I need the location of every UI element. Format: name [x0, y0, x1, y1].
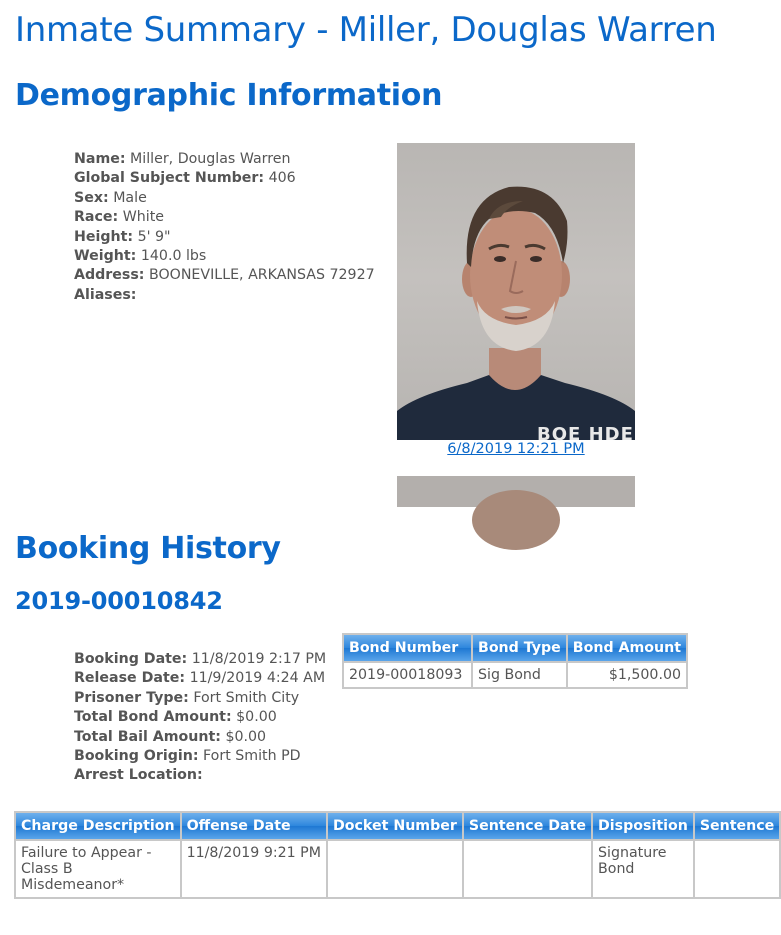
- charge-description-cell: Failure to Appear - Class B Misdemeanor*: [16, 841, 180, 897]
- booking-fields: [74, 650, 326, 786]
- demographic-fields: [74, 150, 375, 305]
- total-bail-label: Total Bail Amount:: [74, 728, 221, 745]
- booking-date-label: Booking Date:: [74, 651, 188, 667]
- mugshot-illustration: [397, 143, 635, 445]
- photo-date-link[interactable]: 6/8/2019 12:21 PM: [447, 441, 585, 457]
- booking-origin-label: Booking Origin:: [74, 748, 199, 765]
- total-bond-value: $0.00: [236, 709, 277, 726]
- aliases-label: Aliases:: [74, 286, 137, 303]
- booking-origin-value: Fort Smith PD: [203, 748, 301, 765]
- weight-value: 140.0 lbs: [140, 248, 207, 265]
- sentence-date-cell: [464, 841, 591, 897]
- sentence-date-header[interactable]: Sentence Date: [464, 813, 591, 839]
- charges-table-header-row: [16, 813, 779, 839]
- height-label: Height:: [74, 228, 134, 245]
- charge-description-header[interactable]: Charge Description: [16, 813, 180, 839]
- arrest-location-label: Arrest Location:: [74, 767, 203, 784]
- disposition-cell: Signature Bond: [593, 841, 693, 897]
- page-title: Inmate Summary - Miller, Douglas Warren: [15, 10, 717, 50]
- demographics-heading: Demographic Information: [15, 78, 443, 113]
- gsn-value: 406: [268, 170, 296, 187]
- weight-label: Weight:: [74, 248, 137, 265]
- sentence-header[interactable]: Sentence: [695, 813, 779, 839]
- bond-amount-header[interactable]: Bond Amount: [568, 635, 686, 661]
- height-row: [74, 228, 375, 247]
- bond-type-header[interactable]: Bond Type: [473, 635, 566, 661]
- total-bail-value: $0.00: [225, 728, 267, 745]
- second-photo-thumbnail[interactable]: [397, 476, 635, 507]
- address-value: BOONEVILLE, ARKANSAS 72927: [149, 267, 375, 284]
- total-bond-label: Total Bond Amount:: [74, 709, 232, 726]
- gsn-label: Global Subject Number:: [74, 170, 265, 187]
- bond-number-header[interactable]: Bond Number: [344, 635, 471, 661]
- aliases-row: [74, 286, 375, 305]
- booking-history-heading: Booking History: [15, 531, 281, 566]
- arrest-location-row: [74, 766, 326, 785]
- booking-origin-row: [74, 747, 326, 766]
- booking-date-row: [74, 650, 326, 669]
- shirt-lettering: BOE HDE: [537, 424, 634, 445]
- docket-number-header[interactable]: Docket Number: [328, 813, 462, 839]
- docket-number-cell: [328, 841, 462, 897]
- bond-type-cell: Sig Bond: [473, 663, 566, 687]
- table-row: [16, 841, 779, 897]
- booking-number: 2019-00010842: [15, 587, 223, 615]
- height-value: 5' 9": [137, 228, 171, 245]
- prisoner-type-value: Fort Smith City: [193, 689, 300, 706]
- address-row: [74, 266, 375, 285]
- release-date-label: Release Date:: [74, 670, 186, 687]
- bond-number-cell: 2019-00018093: [344, 663, 471, 687]
- table-row: [344, 663, 686, 687]
- booking-date-value: 11/8/2019 2:17 PM: [191, 651, 327, 667]
- weight-row: [74, 247, 375, 266]
- sentence-cell: [695, 841, 779, 897]
- address-label: Address:: [74, 267, 145, 284]
- offense-date-header[interactable]: Offense Date: [182, 813, 326, 839]
- total-bail-row: [74, 728, 326, 747]
- release-date-row: [74, 669, 326, 688]
- name-row: [74, 150, 375, 169]
- bond-table-header-row: [344, 635, 686, 661]
- name-label: Name:: [74, 151, 126, 167]
- race-value: White: [122, 209, 164, 226]
- prisoner-type-label: Prisoner Type:: [74, 689, 189, 706]
- total-bond-row: [74, 708, 326, 727]
- bond-amount-cell: $1,500.00: [568, 663, 686, 687]
- sex-row: [74, 189, 375, 208]
- race-row: [74, 208, 375, 227]
- disposition-header[interactable]: Disposition: [593, 813, 693, 839]
- second-photo-illustration: [397, 476, 635, 507]
- mugshot-photo[interactable]: [397, 143, 635, 445]
- name-value: Miller, Douglas Warren: [130, 151, 291, 167]
- charges-table: [14, 811, 781, 899]
- prisoner-type-row: [74, 689, 326, 708]
- race-label: Race:: [74, 209, 119, 226]
- sex-value: Male: [113, 189, 147, 206]
- offense-date-cell: 11/8/2019 9:21 PM: [182, 841, 326, 897]
- sex-label: Sex:: [74, 189, 109, 206]
- gsn-row: [74, 169, 375, 188]
- bond-table: [342, 633, 688, 689]
- release-date-value: 11/9/2019 4:24 AM: [189, 670, 326, 687]
